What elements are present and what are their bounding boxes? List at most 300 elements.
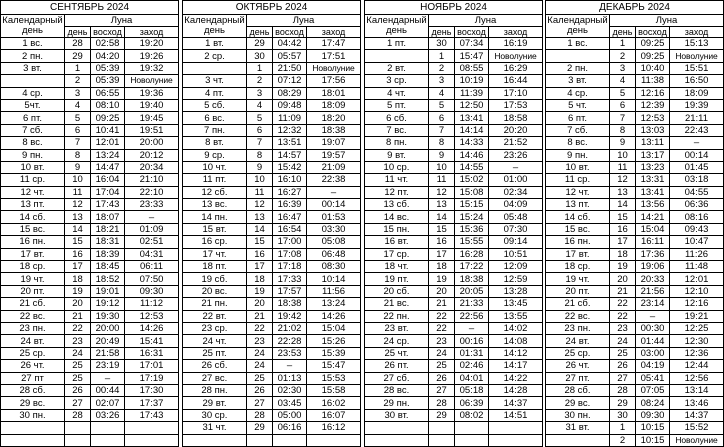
moon-day-cell: 24 (429, 347, 455, 359)
calendar-day-cell: 7 сб. (546, 124, 610, 136)
calendar-day-cell: 7 сб. (1, 124, 65, 136)
calendar-day-cell: 15 вс. (546, 223, 610, 235)
moonrise-cell: 11:09 (273, 112, 307, 124)
moonrise-cell: 21:02 (273, 322, 307, 334)
calendar-day-cell: 21 вс. (365, 298, 429, 310)
moonrise-cell: 17:57 (273, 285, 307, 297)
moonrise-cell: 17:22 (455, 261, 489, 273)
moonset-cell: 17:30 (125, 384, 179, 396)
table-row (1, 38, 179, 50)
moonrise-cell: 16:04 (91, 174, 125, 186)
moon-day-cell: 16 (610, 223, 636, 235)
moonrise-cell: 01:44 (636, 335, 670, 347)
moonset-cell: 12:01 (670, 273, 724, 285)
moonset-cell: 03:18 (670, 174, 724, 186)
moonset-cell: 14:02 (489, 322, 543, 334)
moon-day-cell: 28 (247, 409, 273, 421)
moonset-cell: 04:31 (125, 248, 179, 260)
month-table-november (364, 0, 542, 445)
moonrise-cell: 23:19 (91, 360, 125, 372)
calendar-day-cell: 25 пт. (183, 347, 247, 359)
moon-day-cell: 5 (429, 99, 455, 111)
table-row (183, 236, 361, 248)
moon-day-cell: 23 (429, 335, 455, 347)
calendar-day-cell: 22 пн. (365, 310, 429, 322)
table-row (183, 372, 361, 384)
moonrise-cell: 15:36 (455, 223, 489, 235)
moonset-cell: 14:37 (670, 409, 724, 421)
moonset-cell: 18:09 (670, 87, 724, 99)
moon-day-cell: 29 (247, 38, 273, 50)
moonset-cell: 17:47 (307, 38, 361, 50)
moonrise-header: восход (91, 27, 125, 38)
calendar-day-cell: 9 ср. (183, 149, 247, 161)
moonrise-cell: 06:39 (455, 397, 489, 409)
calendar-day-cell: 28 вс. (365, 384, 429, 396)
moonset-cell: 08:16 (670, 211, 724, 223)
table-row (546, 285, 724, 297)
moon-day-cell: 9 (65, 161, 91, 173)
moon-day-cell: 7 (65, 137, 91, 149)
calendar-day-cell: 16 ср. (183, 236, 247, 248)
moonset-cell: 22:10 (125, 186, 179, 198)
moon-day-cell: 22 (429, 322, 455, 334)
moon-day-cell: 14 (247, 223, 273, 235)
moonrise-cell: 12:01 (91, 137, 125, 149)
moonset-cell: – (125, 211, 179, 223)
calendar-day-cell: 21 сб. (546, 298, 610, 310)
moonset-cell: 14:26 (125, 322, 179, 334)
moonset-cell: 06:36 (670, 199, 724, 211)
moonrise-cell: 16:28 (455, 248, 489, 260)
moonrise-cell: 12:32 (273, 124, 307, 136)
moonset-cell: 19:39 (670, 99, 724, 111)
table-row (546, 137, 724, 149)
calendar-day-cell: 26 чт. (546, 360, 610, 372)
moonset-header: заход (125, 27, 179, 38)
calendar-day-cell: 10 вт. (1, 161, 65, 173)
moon-day-cell: 19 (429, 273, 455, 285)
table-row (546, 261, 724, 273)
moon-day-cell: 15 (429, 223, 455, 235)
month-table-december (545, 0, 724, 445)
moonset-cell: 05:08 (307, 236, 361, 248)
moon-day-cell: 4 (429, 87, 455, 99)
table-row (546, 409, 724, 421)
moonset-cell: 12:10 (670, 285, 724, 297)
moonset-cell: 08:30 (307, 261, 361, 273)
calendar-day-cell: 20 вс. (183, 285, 247, 297)
moonset-header: заход (307, 27, 361, 38)
moonrise-cell: 13:41 (636, 186, 670, 198)
moon-day-cell: 2 (610, 434, 636, 446)
moon-day-cell: 7 (610, 112, 636, 124)
calendar-day-cell: 12 сб. (183, 186, 247, 198)
table-row (546, 236, 724, 248)
moonset-cell: 19:20 (125, 38, 179, 50)
calendar-day-cell: 5 пт. (365, 99, 429, 111)
table-row (183, 99, 361, 111)
moonset-cell: 22:43 (670, 124, 724, 136)
moonset-cell: 15:04 (307, 322, 361, 334)
calendar-day-cell: 4 пт. (183, 87, 247, 99)
table-row (546, 199, 724, 211)
calendar-day-cell: 30 пн. (1, 409, 65, 421)
moonset-cell: 21:11 (670, 112, 724, 124)
table-row (546, 62, 724, 74)
moon-day-cell: 26 (429, 372, 455, 384)
calendar-day-cell: 14 вс. (365, 211, 429, 223)
moonrise-cell: 08:02 (455, 409, 489, 421)
calendar-day-cell: 16 пн. (546, 236, 610, 248)
moon-day-cell: 5 (247, 112, 273, 124)
calendar-day-cell (1, 422, 65, 434)
table-row (183, 384, 361, 396)
calendar-day-cell: 12 пт. (365, 186, 429, 198)
calendar-day-cell: 8 пн. (365, 137, 429, 149)
table-row (365, 310, 543, 322)
moon-day-cell: 10 (429, 161, 455, 173)
moon-day-cell: 23 (610, 322, 636, 334)
moon-day-cell: 27 (429, 384, 455, 396)
moonrise-cell: 13:17 (636, 149, 670, 161)
moonrise-cell: 19:06 (636, 261, 670, 273)
moon-day-cell: 29 (247, 422, 273, 434)
moonrise-cell: 15:08 (455, 186, 489, 198)
calendar-day-cell: 19 сб. (183, 273, 247, 285)
moonset-cell: 02:34 (489, 186, 543, 198)
table-row (183, 174, 361, 186)
moonset-cell: 01:45 (670, 161, 724, 173)
moonrise-cell: 09:30 (636, 409, 670, 421)
calendar-day-cell: 5 сб. (183, 99, 247, 111)
moon-day-cell: 24 (247, 347, 273, 359)
moonrise-cell: 07:34 (455, 38, 489, 50)
table-row (546, 273, 724, 285)
moonset-cell: 11:48 (670, 261, 724, 273)
calendar-day-cell: 7 пн. (183, 124, 247, 136)
table-row (1, 112, 179, 124)
table-row (546, 384, 724, 396)
moon-day-cell: 19 (610, 261, 636, 273)
moonset-cell: Новолуние (307, 62, 361, 74)
moon-day-cell: 19 (247, 285, 273, 297)
calendar-day-cell: 1 вс. (546, 38, 610, 50)
calendar-day-cell: 27 сб. (365, 372, 429, 384)
calendar-day-cell: 5 чт. (546, 99, 610, 111)
moonrise-cell: 20:33 (636, 273, 670, 285)
table-row (365, 347, 543, 359)
moonrise-cell: 09:25 (636, 50, 670, 62)
table-row (1, 360, 179, 372)
moon-day-cell: 2 (65, 75, 91, 87)
moonrise-cell: 12:50 (455, 99, 489, 111)
moonrise-cell: 17:18 (273, 261, 307, 273)
moon-day-cell: 21 (247, 310, 273, 322)
moonset-cell: 14:37 (489, 397, 543, 409)
moonrise-cell: 17:00 (273, 236, 307, 248)
table-row (183, 298, 361, 310)
moon-day-cell: 6 (429, 112, 455, 124)
table-row (1, 335, 179, 347)
moonset-cell: 14:51 (489, 409, 543, 421)
calendar-day-cell: 27 пт (1, 372, 65, 384)
calendar-day-cell: 20 сб. (365, 285, 429, 297)
table-row (546, 75, 724, 87)
moonset-cell: – (307, 186, 361, 198)
moon-day-cell: 22 (429, 310, 455, 322)
table-row (546, 335, 724, 347)
table-row (546, 174, 724, 186)
moon-day-cell: 14 (65, 223, 91, 235)
moon-day-cell: 6 (65, 124, 91, 136)
table-row (183, 310, 361, 322)
table-row (546, 248, 724, 260)
moonrise-cell: 05:57 (273, 50, 307, 62)
calendar-day-header: Календарный день (2, 15, 63, 36)
calendar-day-cell: 24 ср. (365, 335, 429, 347)
moon-day-cell: 4 (610, 75, 636, 87)
moonset-cell: 20:00 (125, 137, 179, 149)
calendar-day-cell: 2 пн. (1, 50, 65, 62)
table-row (1, 384, 179, 396)
calendar-day-cell: 2 вт. (365, 62, 429, 74)
moonrise-cell: 06:55 (91, 87, 125, 99)
calendar-day-header: Календарный день (366, 15, 427, 36)
moonset-cell: 17:51 (307, 50, 361, 62)
calendar-day-cell: 28 сб. (546, 384, 610, 396)
moonrise-cell: 14:47 (91, 161, 125, 173)
moonset-cell: 23:26 (489, 149, 543, 161)
moonrise-cell: 20:49 (91, 335, 125, 347)
calendar-day-cell: 11 чт. (365, 174, 429, 186)
moon-day-cell: 8 (429, 137, 455, 149)
table-row (365, 360, 543, 372)
calendar-day-cell: 3 ср. (365, 75, 429, 87)
calendar-day-cell: 18 ср. (546, 261, 610, 273)
table-row (183, 124, 361, 136)
moon-day-cell: 29 (65, 50, 91, 62)
table-row (1, 236, 179, 248)
moonset-cell: 19:51 (125, 124, 179, 136)
table-row (1, 322, 179, 334)
calendar-day-cell: 14 сб. (1, 211, 65, 223)
table-row (1, 75, 179, 87)
moonset-cell: 13:24 (307, 298, 361, 310)
moonrise-cell: 00:16 (455, 335, 489, 347)
table-row (546, 38, 724, 50)
table-row (1, 174, 179, 186)
table-row (365, 75, 543, 87)
table-row (546, 112, 724, 124)
moonset-cell: 04:55 (670, 186, 724, 198)
moon-day-cell: 11 (610, 161, 636, 173)
moonrise-cell: 12:53 (636, 112, 670, 124)
moonset-cell: 15:26 (307, 335, 361, 347)
moonrise-cell: 14:21 (636, 211, 670, 223)
calendar-day-cell: 19 чт. (546, 273, 610, 285)
calendar-day-cell: 27 пт. (546, 372, 610, 384)
moonrise-cell: 05:18 (455, 384, 489, 396)
moonset-cell: 15:51 (670, 62, 724, 74)
moonset-cell: 13:55 (489, 310, 543, 322)
moonrise-cell: 22:28 (273, 335, 307, 347)
calendar-day-cell: 31 чт. (183, 422, 247, 434)
moonset-cell: 16:29 (489, 62, 543, 74)
moon-day-cell: 20 (429, 285, 455, 297)
calendar-day-cell: 20 пт. (546, 285, 610, 297)
moonrise-cell: 02:58 (91, 38, 125, 50)
moon-day-cell: 1 (429, 50, 455, 62)
calendar-day-cell: 8 вс. (546, 137, 610, 149)
moonset-cell: 01:09 (125, 223, 179, 235)
moon-day-cell: 12 (65, 199, 91, 211)
moonset-cell: 21:10 (125, 174, 179, 186)
calendar-day-cell (183, 62, 247, 74)
moon-day-cell: 16 (65, 248, 91, 260)
moonset-cell: 14:17 (489, 360, 543, 372)
moon-day-cell: 5 (65, 112, 91, 124)
moon-day-cell: 7 (247, 137, 273, 149)
table-row (1, 161, 179, 173)
moon-day-cell: 22 (610, 298, 636, 310)
moonrise-cell: 08:29 (273, 87, 307, 99)
moonset-cell: 16:44 (489, 75, 543, 87)
moonset-cell: 12:30 (670, 335, 724, 347)
moonset-cell: 12:56 (670, 372, 724, 384)
moonset-cell: 00:14 (307, 199, 361, 211)
calendar-day-cell (365, 50, 429, 62)
moon-day-cell: 28 (429, 397, 455, 409)
moonset-cell: Новолуние (125, 75, 179, 87)
calendar-day-cell: 29 вс. (546, 397, 610, 409)
table-row (183, 50, 361, 62)
moonset-cell: 14:08 (489, 335, 543, 347)
calendar-day-cell: 28 сб. (1, 384, 65, 396)
moonrise-cell: 11:38 (636, 75, 670, 87)
table-row (365, 409, 543, 421)
table-row (1, 285, 179, 297)
table-row (183, 199, 361, 211)
moon-day-cell: 29 (429, 409, 455, 421)
moonrise-cell: 04:42 (273, 38, 307, 50)
moon-day-cell: 6 (247, 124, 273, 136)
moonrise-cell: 07:12 (273, 75, 307, 87)
table-row (183, 75, 361, 87)
moon-day-cell: 9 (610, 137, 636, 149)
calendar-day-cell: 15 пн. (365, 223, 429, 235)
moon-day-header: день (247, 27, 273, 38)
moonset-cell: 13:46 (670, 397, 724, 409)
moon-header: Луна (247, 15, 361, 27)
moon-day-cell: 15 (610, 211, 636, 223)
moonset-cell: 14:26 (307, 310, 361, 322)
moon-day-cell: 26 (247, 384, 273, 396)
moonrise-cell: 18:07 (91, 211, 125, 223)
moon-day-cell: 16 (247, 248, 273, 260)
calendar-day-cell: 30 вт. (365, 409, 429, 421)
calendar-day-cell: 24 вт. (1, 335, 65, 347)
moonrise-cell: 10:19 (455, 75, 489, 87)
month-table-october (182, 0, 360, 445)
moonrise-cell: 14:57 (273, 149, 307, 161)
moon-day-cell: 22 (610, 310, 636, 322)
moonset-cell: 00:14 (670, 149, 724, 161)
moonrise-cell: 05:39 (91, 75, 125, 87)
table-row (1, 298, 179, 310)
calendar-day-cell: 13 пт. (1, 199, 65, 211)
moonrise-cell: 20:05 (455, 285, 489, 297)
moonset-cell: 19:32 (125, 62, 179, 74)
table-row (183, 409, 361, 421)
moonset-cell: – (489, 161, 543, 173)
moon-day-cell: 3 (610, 62, 636, 74)
moonrise-cell: 00:30 (636, 322, 670, 334)
table-row (546, 422, 724, 434)
moon-day-cell: 11 (247, 186, 273, 198)
calendar-day-cell: 15 вс. (1, 223, 65, 235)
calendar-day-cell: 21 пн. (183, 298, 247, 310)
moonset-cell: Новолуние (670, 50, 724, 62)
calendar-day-cell: 18 чт. (365, 261, 429, 273)
table-row (1, 149, 179, 161)
moonrise-cell: 21:50 (273, 62, 307, 74)
moon-day-cell: 4 (65, 99, 91, 111)
moonrise-cell: 02:46 (455, 360, 489, 372)
calendar-day-cell: 13 пт. (546, 199, 610, 211)
table-row (183, 62, 361, 74)
moonrise-cell: 13:56 (636, 199, 670, 211)
table-row (546, 161, 724, 173)
moonset-cell: 15:13 (670, 38, 724, 50)
table-row (183, 347, 361, 359)
moonset-header: заход (670, 27, 724, 38)
moonset-cell: 04:09 (489, 199, 543, 211)
moonrise-cell: 18:31 (91, 236, 125, 248)
moon-day-cell: 10 (65, 174, 91, 186)
table-row (365, 335, 543, 347)
moonrise-cell: 15:55 (455, 236, 489, 248)
moon-day-cell: 13 (429, 199, 455, 211)
calendar-day-cell: 13 вс. (183, 199, 247, 211)
calendar-day-cell: 10 ср. (365, 161, 429, 173)
calendar-day-cell: 19 чт. (1, 273, 65, 285)
calendar-day-cell: 3 вт. (546, 75, 610, 87)
calendar-day-cell: 11 ср. (546, 174, 610, 186)
moonrise-cell: 05:39 (91, 62, 125, 74)
moonset-cell: 03:30 (307, 223, 361, 235)
moonrise-cell: 09:25 (91, 112, 125, 124)
calendar-day-cell: 18 ср. (1, 261, 65, 273)
calendar-day-cell: 11 пт. (183, 174, 247, 186)
moonset-cell: 16:50 (670, 75, 724, 87)
calendar-day-cell: 6 вс. (183, 112, 247, 124)
table-row (365, 112, 543, 124)
moonset-cell: 20:20 (489, 124, 543, 136)
calendar-day-cell: 1 пт. (365, 38, 429, 50)
calendar-day-cell: 3 чт. (183, 75, 247, 87)
table-row (1, 223, 179, 235)
moonrise-cell: 21:58 (91, 347, 125, 359)
moon-header: Луна (65, 15, 179, 27)
moonrise-cell: 22:56 (455, 310, 489, 322)
moonset-cell: 10:14 (307, 273, 361, 285)
moonset-cell: 22:38 (307, 174, 361, 186)
table-row (546, 99, 724, 111)
table-row (1, 422, 179, 434)
calendar-day-cell: 3 вт. (1, 62, 65, 74)
moon-day-cell: 3 (429, 75, 455, 87)
